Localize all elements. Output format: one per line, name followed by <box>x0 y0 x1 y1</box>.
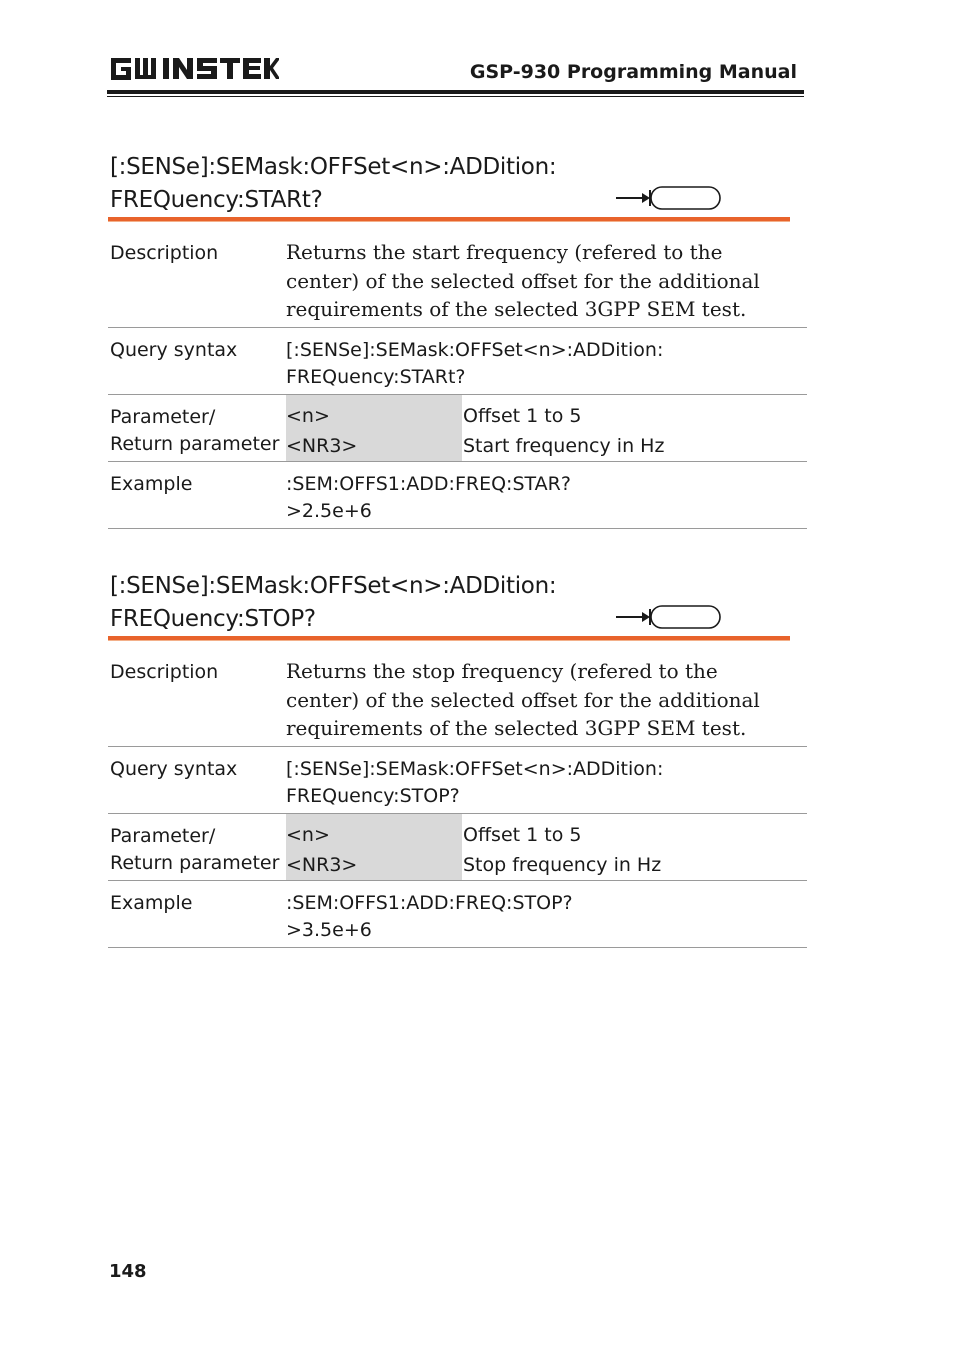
param-desc: Offset 1 to 5 <box>463 824 582 846</box>
example-label: Example <box>110 473 193 495</box>
example-line1: :SEM:OFFS1:ADD:FREQ:STAR? <box>286 473 571 495</box>
query-arrow-icon <box>614 185 724 211</box>
example-line1: :SEM:OFFS1:ADD:FREQ:STOP? <box>286 892 573 914</box>
command-title <box>110 570 610 636</box>
page-number: 148 <box>109 1261 147 1282</box>
param-desc: Start frequency in Hz <box>463 435 665 457</box>
query-syntax-line1: [:SENSe]:SEMask:OFFSet<n>:ADDition: <box>286 758 664 780</box>
command-title-line1: [:SENSe]:SEMask:OFFSet<n>:ADDition: <box>110 573 557 599</box>
manual-title: GSP-930 Programming Manual <box>469 61 797 83</box>
page-header <box>107 52 804 100</box>
description-row <box>108 228 807 328</box>
param-name: <n> <box>286 824 330 846</box>
parameter-label-line2: Return parameter <box>110 852 280 874</box>
header-rule-thick <box>107 90 804 94</box>
command-title-line2: FREQuency:STARt? <box>110 187 323 213</box>
query-syntax-line2: FREQuency:STARt? <box>286 366 466 388</box>
param-name: <n> <box>286 405 330 427</box>
param-desc: Stop frequency in Hz <box>463 854 662 876</box>
example-line2: >3.5e+6 <box>286 919 372 941</box>
section-accent-rule <box>108 217 790 222</box>
parameter-label-line2: Return parameter <box>110 433 280 455</box>
example-line2: >2.5e+6 <box>286 500 372 522</box>
query-syntax-row <box>108 328 807 395</box>
gw-instek-logo <box>109 54 279 84</box>
command-section-start <box>108 151 807 531</box>
query-arrow-icon <box>614 604 724 630</box>
description-row <box>108 647 807 747</box>
command-title <box>110 151 610 217</box>
section-accent-rule <box>108 636 790 641</box>
param-name: <NR3> <box>286 854 358 876</box>
query-syntax-row <box>108 747 807 814</box>
query-syntax-line1: [:SENSe]:SEMask:OFFSet<n>:ADDition: <box>286 339 664 361</box>
parameter-label-line1: Parameter/ <box>110 825 216 847</box>
example-label: Example <box>110 892 193 914</box>
param-desc: Offset 1 to 5 <box>463 405 582 427</box>
parameter-label-line1: Parameter/ <box>110 406 216 428</box>
command-title-line1: [:SENSe]:SEMask:OFFSet<n>:ADDition: <box>110 154 557 180</box>
parameter-row <box>108 395 807 462</box>
command-title-line2: FREQuency:STOP? <box>110 606 316 632</box>
query-syntax-label: Query syntax <box>110 339 238 361</box>
header-rule-thin <box>107 96 804 97</box>
parameter-row <box>108 814 807 881</box>
query-syntax-label: Query syntax <box>110 758 238 780</box>
example-row <box>108 881 807 948</box>
description-text: Returns the start frequency (refered to the center) of the selected offset for the additional requirements of the selected 3GPP SEM test. <box>286 240 760 321</box>
description-label: Description <box>110 242 219 264</box>
query-syntax-line2: FREQuency:STOP? <box>286 785 460 807</box>
description-text: Returns the stop frequency (refered to the center) of the selected offset for the additional requirements of the selected 3GPP SEM test. <box>286 659 760 740</box>
description-label: Description <box>110 661 219 683</box>
param-name: <NR3> <box>286 435 358 457</box>
example-row <box>108 462 807 529</box>
command-section-stop <box>108 570 807 950</box>
